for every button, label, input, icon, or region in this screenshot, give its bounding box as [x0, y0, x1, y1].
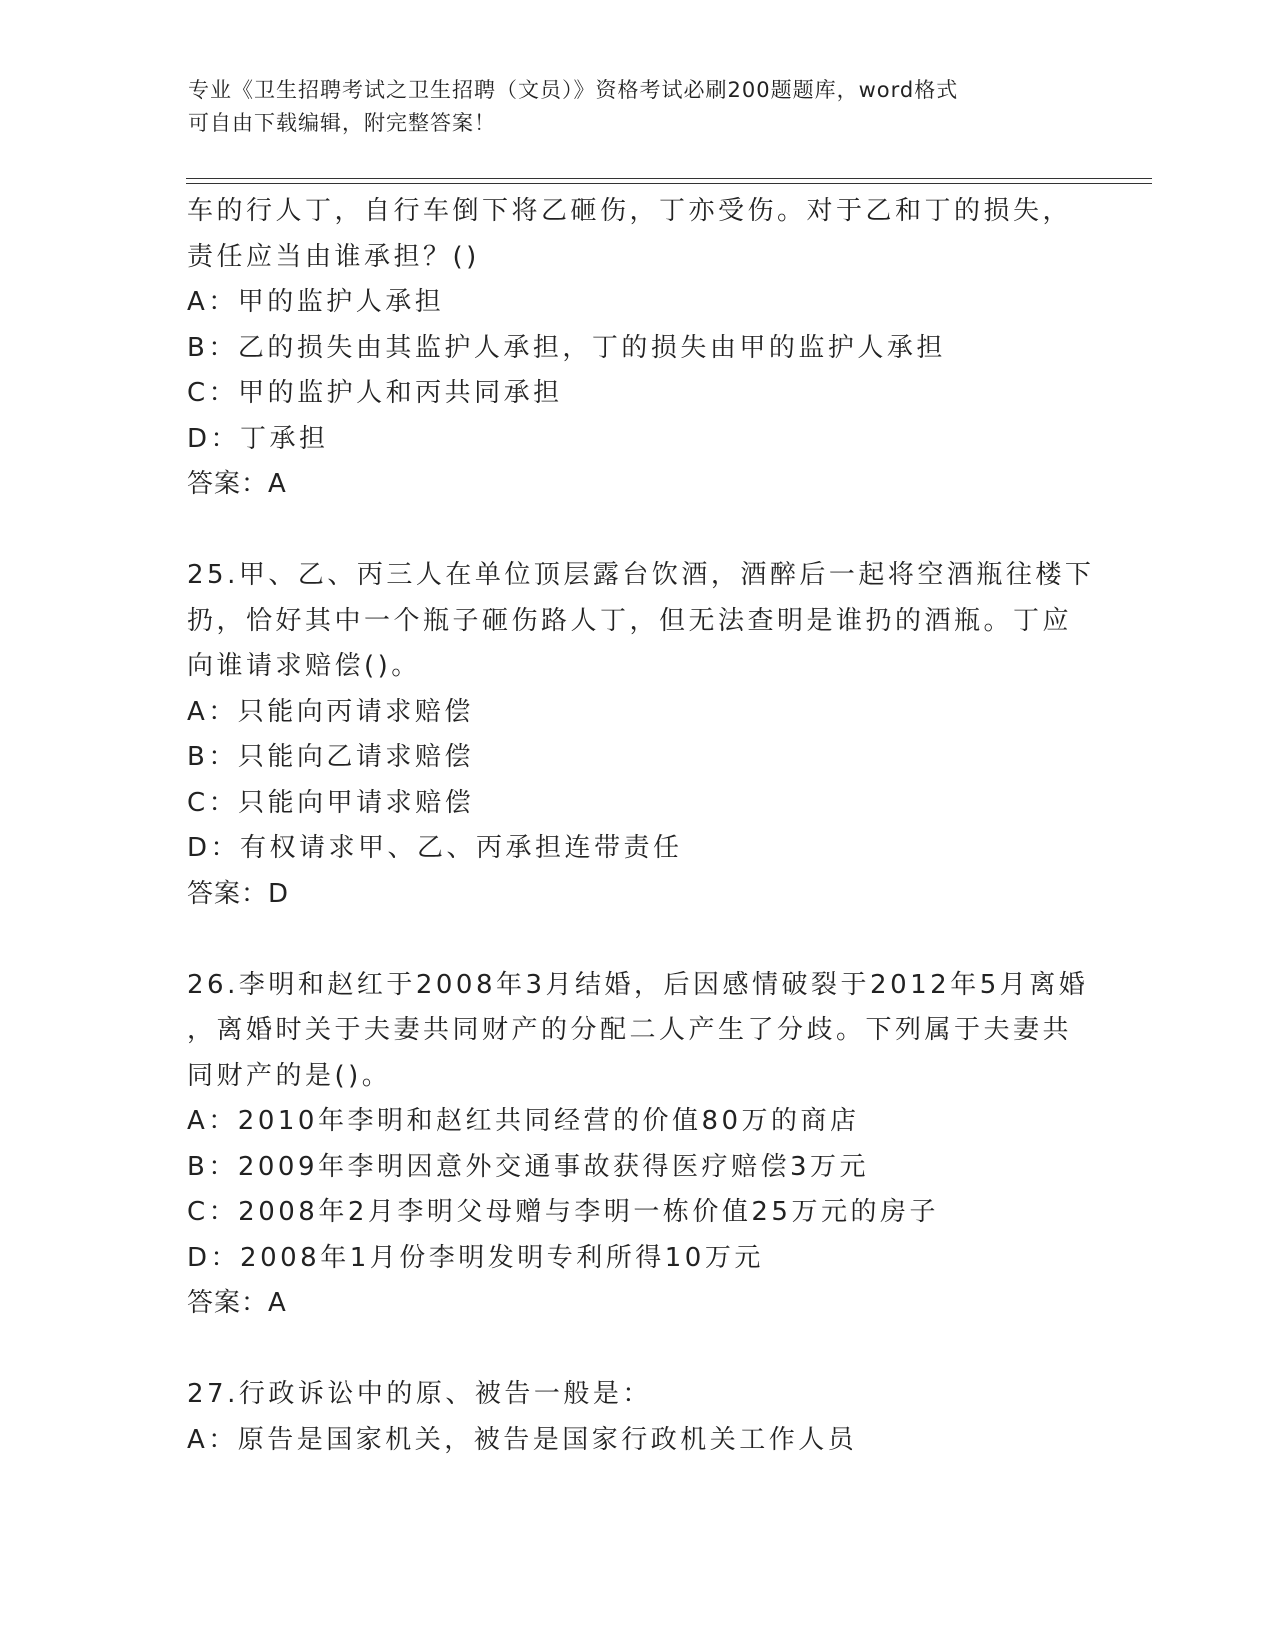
answer: 答案：D	[187, 878, 290, 909]
question-text-line: 25.甲、乙、丙三人在单位顶层露台饮酒，酒醉后一起将空酒瓶往楼下	[187, 560, 1095, 590]
question-spacer	[187, 917, 1087, 963]
question-24	[187, 189, 1087, 508]
option-b: B：乙的损失由其监护人承担，丁的损失由甲的监护人承担	[187, 332, 946, 363]
option-c: C：只能向甲请求赔偿	[187, 787, 475, 818]
header-line-2: 可自由下载编辑，附完整答案！	[188, 111, 496, 135]
question-text-line: 27.行政诉讼中的原、被告一般是：	[187, 1379, 652, 1409]
question-text-line: 向谁请求赔偿()。	[187, 651, 421, 681]
document-body	[187, 189, 1095, 1463]
question-text-line: 责任应当由谁承担？()	[187, 241, 480, 272]
question-spacer	[187, 508, 1087, 554]
option-d: D：丁承担	[187, 423, 329, 454]
option-a: A：原告是国家机关，被告是国家行政机关工作人员	[187, 1424, 858, 1455]
question-text-line: 扔，恰好其中一个瓶子砸伤路人丁，但无法查明是谁扔的酒瓶。丁应	[187, 605, 1073, 636]
option-a: A：2010年李明和赵红共同经营的价值80万的商店	[187, 1106, 860, 1136]
header-line-1: 专业《卫生招聘考试之卫生招聘（文员）》资格考试必刷200题题库，word格式	[188, 78, 959, 102]
option-a: A：甲的监护人承担	[187, 287, 445, 317]
question-27	[187, 1372, 1087, 1463]
question-25	[187, 553, 1095, 917]
answer: 答案：A	[187, 469, 287, 499]
option-c: C：2008年2月李明父母赠与李明一栋价值25万元的房子	[187, 1197, 939, 1227]
question-text-line: 车的行人丁，自行车倒下将乙砸伤，丁亦受伤。对于乙和丁的损失，	[187, 196, 1073, 226]
header-divider-top	[186, 178, 1152, 179]
option-b: B：只能向乙请求赔偿	[187, 742, 474, 772]
question-26	[187, 963, 1087, 1327]
question-text-line: 同财产的是()。	[187, 1060, 392, 1091]
option-b: B：2009年李明因意外交通事故获得医疗赔偿3万元	[187, 1151, 870, 1182]
header-divider-bottom	[186, 183, 1152, 184]
question-text-line: 26.李明和赵红于2008年3月结婚，后因感情破裂于2012年5月离婚	[187, 969, 1089, 1000]
option-c: C：甲的监护人和丙共同承担	[187, 378, 563, 408]
option-a: A：只能向丙请求赔偿	[187, 696, 474, 727]
answer: 答案：A	[187, 1288, 287, 1318]
document-header	[188, 74, 1088, 140]
question-text-line: ，离婚时关于夫妻共同财产的分配二人产生了分歧。下列属于夫妻共	[187, 1015, 1073, 1045]
question-spacer	[187, 1327, 1087, 1373]
option-d: D：2008年1月份李明发明专利所得10万元	[187, 1242, 764, 1273]
option-d: D：有权请求甲、乙、丙承担连带责任	[187, 833, 683, 863]
